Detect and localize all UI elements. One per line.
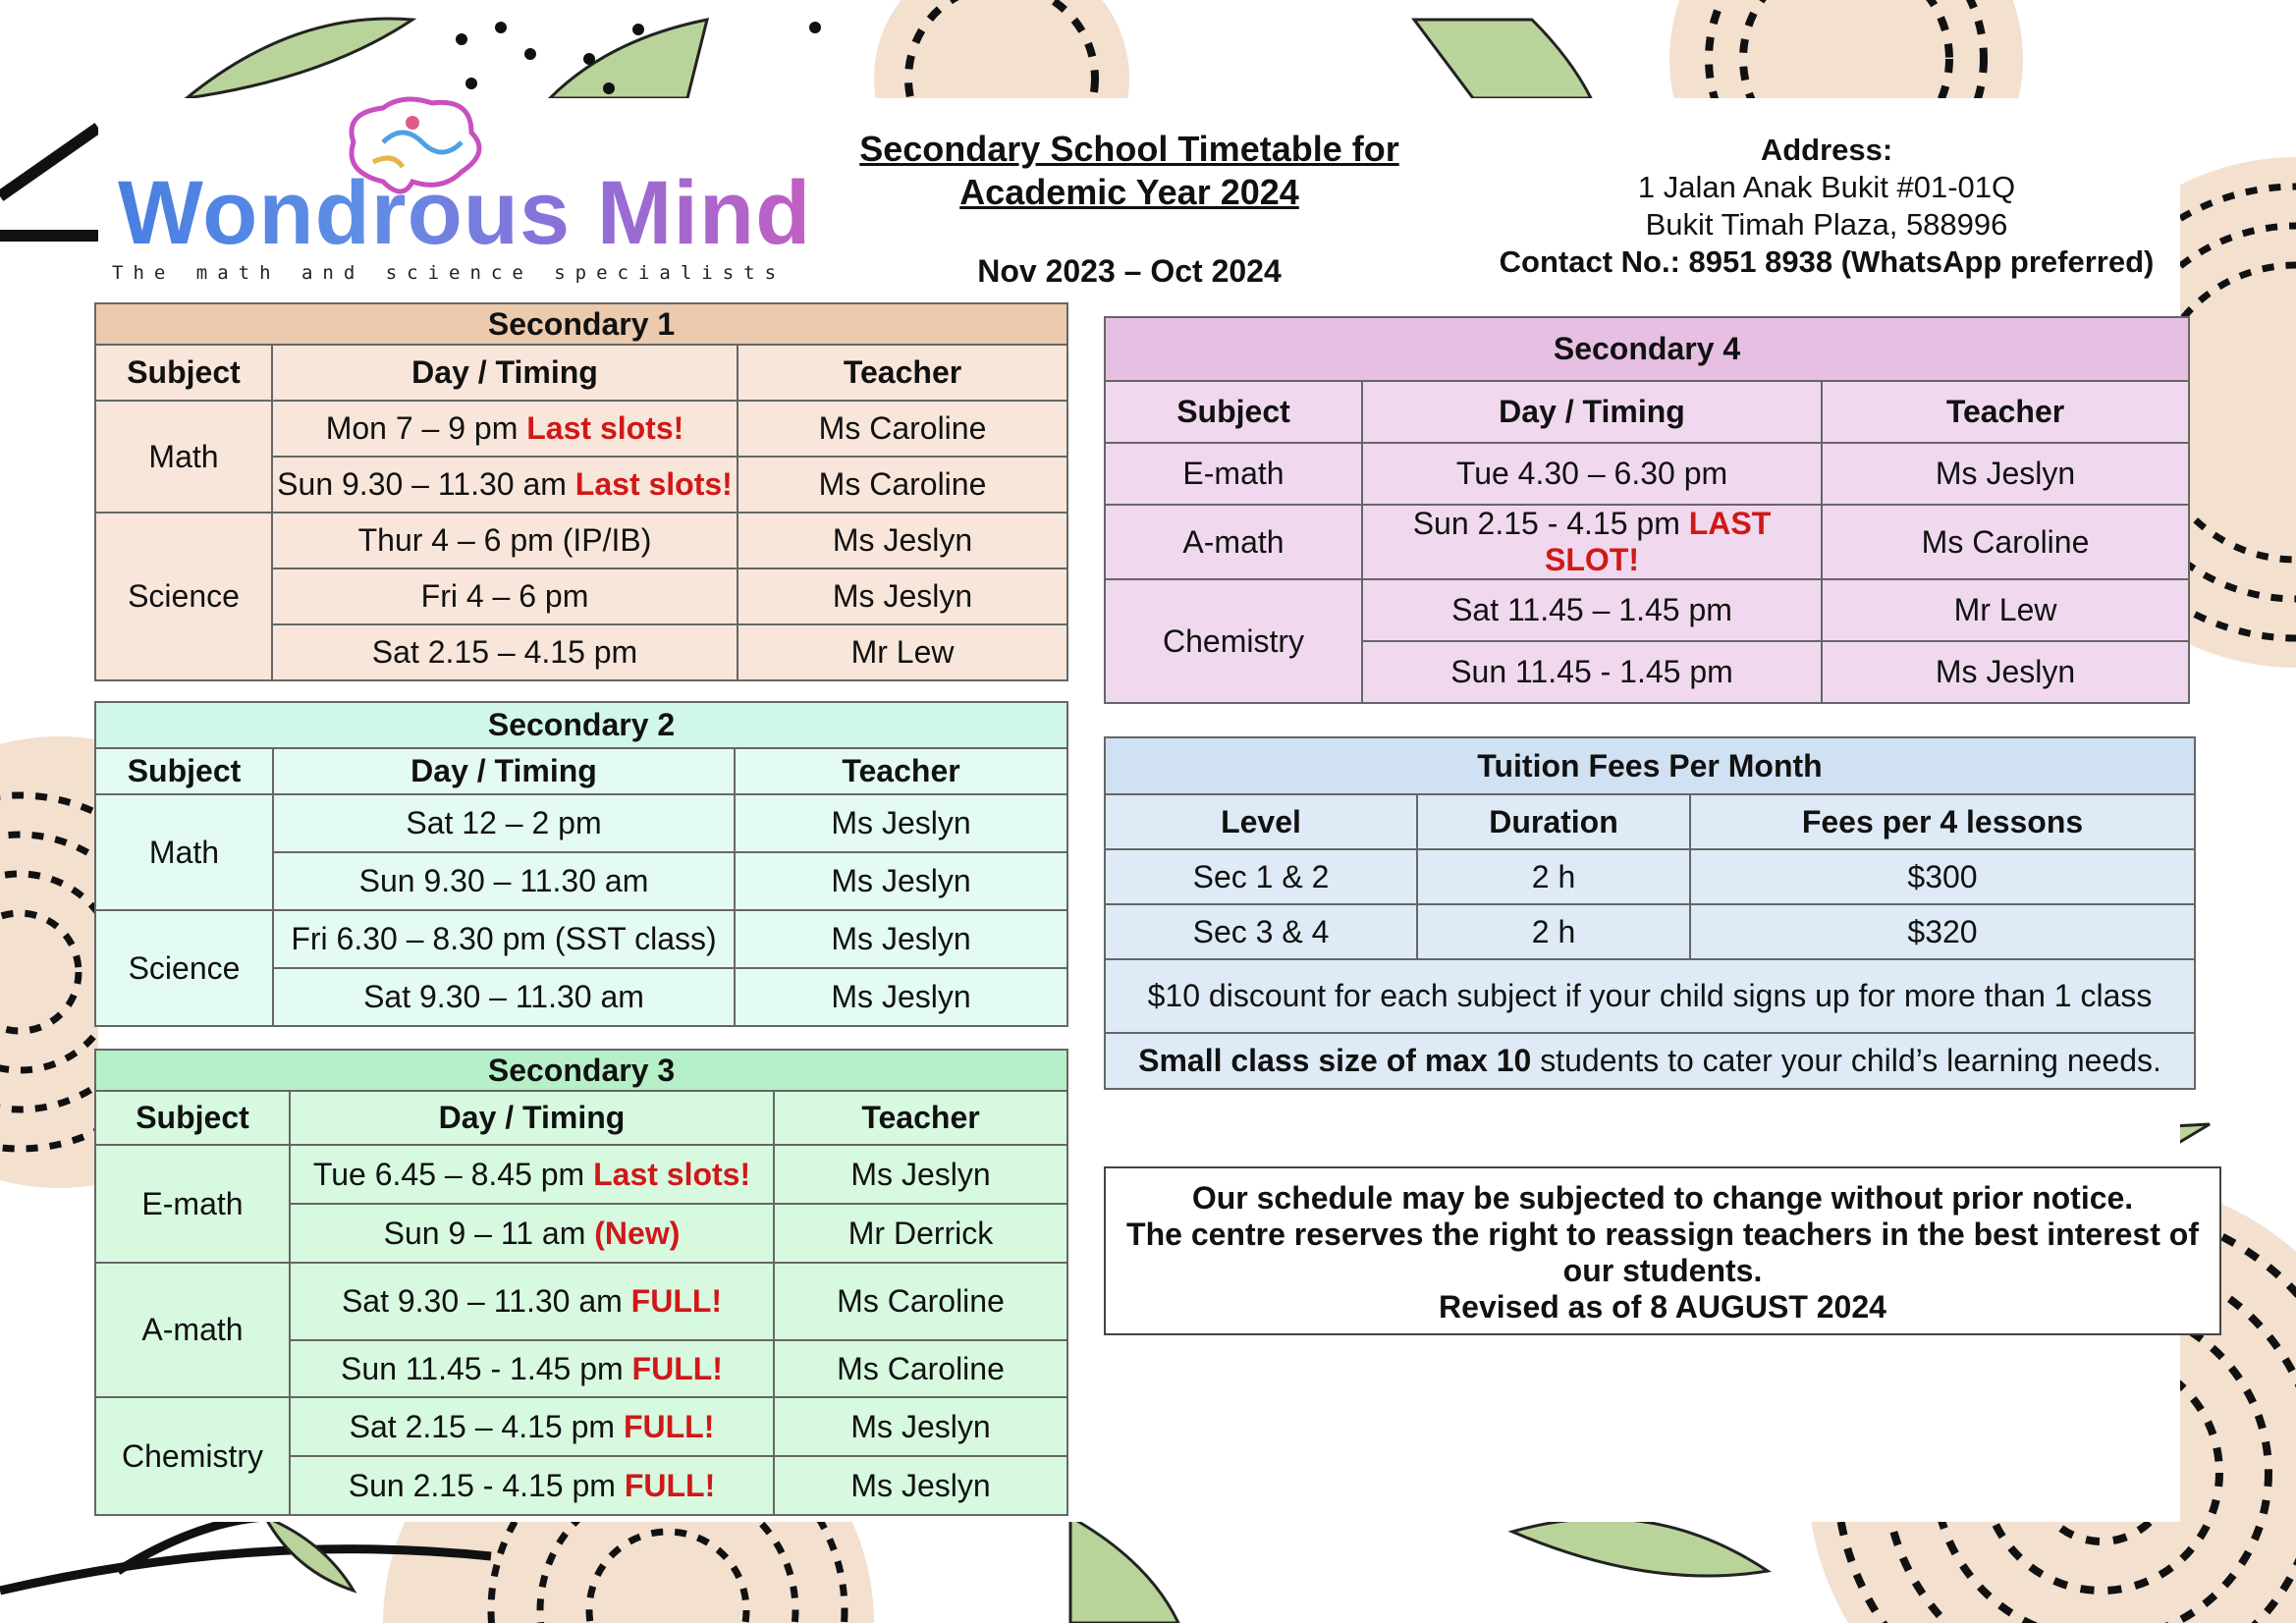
timing-text: Sun 2.15 - 4.15 pm	[1412, 506, 1689, 541]
class-size-bold: Small class size of max 10	[1138, 1043, 1532, 1078]
availability-tag: Last slots!	[526, 410, 684, 446]
subject-cell: E-math	[1105, 443, 1362, 505]
fee-cell: $320	[1690, 904, 2195, 959]
class-size-text: students to cater your child’s learning needs.	[1531, 1043, 2161, 1078]
teacher-cell: Ms Jeslyn	[1822, 443, 2189, 505]
notice-line-1: Our schedule may be subjected to change without prior notice.	[1191, 1180, 2134, 1216]
level-cell: Sec 3 & 4	[1105, 904, 1417, 959]
subject-cell: A-math	[95, 1263, 290, 1397]
title-line-1: Secondary School Timetable for	[859, 129, 1399, 169]
table-row	[95, 513, 1067, 568]
column-header-timing: Day / Timing	[290, 1091, 774, 1145]
timing-cell	[290, 1145, 774, 1204]
timing-cell: Fri 4 – 6 pm	[272, 568, 738, 624]
full-tag: FULL!	[624, 1467, 716, 1503]
page-title	[805, 128, 1453, 214]
teacher-cell: Ms Jeslyn	[735, 910, 1067, 968]
new-tag: (New)	[594, 1215, 681, 1251]
timing-text: Tue 6.45 – 8.45 pm	[312, 1156, 594, 1192]
teacher-cell: Ms Jeslyn	[774, 1456, 1067, 1515]
timing-cell	[272, 401, 738, 457]
timing-cell: Sat 2.15 – 4.15 pm	[272, 624, 738, 680]
address-line-2: Bukit Timah Plaza, 588996	[1645, 207, 2008, 242]
brand-tagline: The math and science specialists	[112, 262, 787, 284]
timing-cell: Sun 9.30 – 11.30 am	[273, 852, 735, 910]
teacher-cell: Ms Jeslyn	[738, 513, 1067, 568]
teacher-cell: Ms Caroline	[1822, 505, 2189, 579]
column-header-teacher: Teacher	[735, 748, 1067, 794]
timing-text: Sun 9 – 11 am	[383, 1215, 595, 1251]
column-header-duration: Duration	[1417, 794, 1690, 849]
column-header-timing: Day / Timing	[273, 748, 735, 794]
brand-name: Wondrous Mind	[118, 163, 812, 263]
teacher-cell: Mr Lew	[1822, 579, 2189, 641]
table-row	[95, 910, 1067, 968]
timing-cell: Thur 4 – 6 pm (IP/IB)	[272, 513, 738, 568]
column-header-teacher: Teacher	[1822, 381, 2189, 443]
subject-cell: Chemistry	[1105, 579, 1362, 703]
timing-text: Sun 2.15 - 4.15 pm	[348, 1467, 625, 1503]
table-row	[95, 1263, 1067, 1340]
subject-cell: Chemistry	[95, 1397, 290, 1515]
timing-cell: Sun 11.45 - 1.45 pm	[1362, 641, 1822, 703]
timing-cell	[290, 1456, 774, 1515]
teacher-cell: Ms Caroline	[738, 401, 1067, 457]
table-row	[1105, 443, 2189, 505]
column-header-subject: Subject	[95, 345, 272, 401]
column-header-level: Level	[1105, 794, 1417, 849]
secondary-4-table	[1104, 316, 2190, 704]
subject-cell: Math	[95, 794, 273, 910]
table-row	[1105, 579, 2189, 641]
fee-cell: $300	[1690, 849, 2195, 904]
full-tag: FULL!	[630, 1283, 723, 1319]
stroke-decoration-left	[0, 128, 98, 236]
timing-cell: Sat 12 – 2 pm	[273, 794, 735, 852]
revision-date: Revised as of 8 AUGUST 2024	[1439, 1289, 1886, 1325]
table-row	[95, 401, 1067, 457]
timing-text: Sun 11.45 - 1.45 pm	[341, 1350, 632, 1386]
timing-cell	[1362, 505, 1822, 579]
teacher-cell: Ms Caroline	[774, 1263, 1067, 1340]
timing-cell: Tue 4.30 – 6.30 pm	[1362, 443, 1822, 505]
subject-cell: A-math	[1105, 505, 1362, 579]
table-row	[1105, 505, 2189, 579]
teacher-cell: Mr Lew	[738, 624, 1067, 680]
timing-cell: Sat 9.30 – 11.30 am	[273, 968, 735, 1026]
column-header-fee: Fees per 4 lessons	[1690, 794, 2195, 849]
subject-cell: E-math	[95, 1145, 290, 1263]
teacher-cell: Ms Jeslyn	[774, 1397, 1067, 1456]
duration-cell: 2 h	[1417, 849, 1690, 904]
secondary-3-table	[94, 1049, 1068, 1516]
duration-cell: 2 h	[1417, 904, 1690, 959]
timing-text: Sat 2.15 – 4.15 pm	[349, 1408, 624, 1444]
table-row	[95, 1397, 1067, 1456]
column-header-subject: Subject	[95, 748, 273, 794]
timing-cell	[290, 1263, 774, 1340]
address-line-1: 1 Jalan Anak Bukit #01-01Q	[1637, 170, 2016, 204]
subject-cell: Science	[95, 910, 273, 1026]
table-title: Secondary 3	[95, 1050, 1067, 1091]
table-row	[1105, 904, 2195, 959]
timing-text: Sat 9.30 – 11.30 am	[341, 1283, 631, 1319]
brand-logo	[108, 93, 812, 290]
table-row	[95, 1145, 1067, 1204]
timing-cell	[290, 1397, 774, 1456]
discount-note: $10 discount for each subject if your child signs up for more than 1 class	[1105, 959, 2195, 1033]
subject-cell: Science	[95, 513, 272, 680]
secondary-2-table	[94, 701, 1068, 1027]
timing-text: Mon 7 – 9 pm	[325, 410, 527, 446]
table-title: Tuition Fees Per Month	[1105, 737, 2195, 794]
timing-cell: Sat 11.45 – 1.45 pm	[1362, 579, 1822, 641]
schedule-notice	[1104, 1166, 2221, 1335]
timing-cell	[272, 457, 738, 513]
column-header-teacher: Teacher	[774, 1091, 1067, 1145]
availability-tag: Last slots!	[574, 466, 733, 502]
secondary-1-table	[94, 302, 1068, 681]
column-header-teacher: Teacher	[738, 345, 1067, 401]
teacher-cell: Ms Jeslyn	[1822, 641, 2189, 703]
level-cell: Sec 1 & 2	[1105, 849, 1417, 904]
table-title: Secondary 2	[95, 702, 1067, 748]
column-header-subject: Subject	[95, 1091, 290, 1145]
address-label: Address:	[1760, 133, 1893, 167]
table-title: Secondary 4	[1105, 317, 2189, 381]
availability-tag: Last slots!	[593, 1156, 751, 1192]
subject-cell: Math	[95, 401, 272, 513]
full-tag: FULL!	[623, 1408, 715, 1444]
timing-cell	[290, 1340, 774, 1397]
teacher-cell: Ms Jeslyn	[735, 794, 1067, 852]
teacher-cell: Ms Jeslyn	[735, 852, 1067, 910]
notice-line-2: The centre reserves the right to reassign teachers in the best interest of our students.	[1126, 1217, 2199, 1288]
academic-period: Nov 2023 – Oct 2024	[977, 253, 1282, 289]
column-header-subject: Subject	[1105, 381, 1362, 443]
teacher-cell: Ms Caroline	[738, 457, 1067, 513]
teacher-cell: Ms Jeslyn	[774, 1145, 1067, 1204]
full-tag: FULL!	[631, 1350, 723, 1386]
timing-text: Sun 9.30 – 11.30 am	[277, 466, 575, 502]
tuition-fees-table	[1104, 736, 2196, 1090]
contact-number: Contact No.: 8951 8938 (WhatsApp preferred)	[1499, 244, 2155, 279]
teacher-cell: Ms Caroline	[774, 1340, 1067, 1397]
availability-tag: LAST SLOT!	[1545, 506, 1772, 577]
teacher-cell: Mr Derrick	[774, 1204, 1067, 1263]
address-block	[1473, 132, 2180, 281]
title-line-2: Academic Year 2024	[959, 172, 1299, 212]
teacher-cell: Ms Jeslyn	[738, 568, 1067, 624]
teacher-cell: Ms Jeslyn	[735, 968, 1067, 1026]
column-header-timing: Day / Timing	[1362, 381, 1822, 443]
timing-cell	[290, 1204, 774, 1263]
class-size-note	[1105, 1033, 2195, 1089]
table-row	[95, 794, 1067, 852]
table-row	[1105, 849, 2195, 904]
column-header-timing: Day / Timing	[272, 345, 738, 401]
timing-cell: Fri 6.30 – 8.30 pm (SST class)	[273, 910, 735, 968]
table-title: Secondary 1	[95, 303, 1067, 345]
